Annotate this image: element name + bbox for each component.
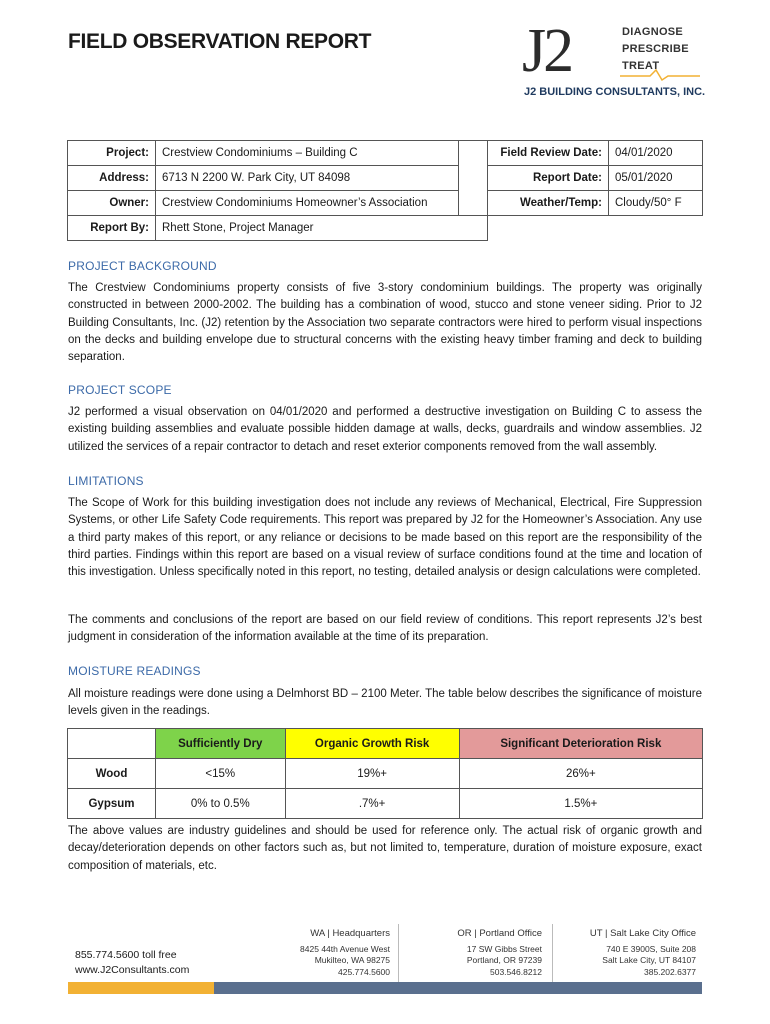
office-wa-street: 8425 44th Avenue West (300, 943, 390, 954)
office-ut-city: Salt Lake City, UT 84107 (602, 955, 696, 965)
moisture-cell: 1.5%+ (459, 789, 702, 819)
office-or-city: Portland, OR 97239 (466, 955, 542, 965)
office-ut-phone: 385.202.6377 (644, 966, 696, 977)
office-ut-heading: UT | Salt Lake City Office (589, 928, 696, 939)
moisture-cell: 26%+ (459, 759, 702, 789)
office-wa-city: Mukilteo, WA 98275 (314, 955, 390, 965)
moisture-cell: <15% (156, 759, 286, 789)
table-row (68, 789, 703, 819)
limitations-paragraph-1: The Scope of Work for this building investigation does not include any reviews of Mechanical, Electrical, Fire Suppression Systems, or other Life Safety Code requirements. This report was prepared by J2 for the Homeowner’s Association. Any use a third party makes of this report, or any reliance or decisions to be made based on this report are the responsibility of the third parties. Findings within this report are based on a visual review of surface conditions found at the time and location of this investigation. Unless specifically noted in this report, no testing, detailed analysis or design calculations were completed. (68, 497, 702, 579)
moisture-header-deterioration: Significant Deterioration Risk (459, 729, 702, 759)
moisture-row-label: Gypsum (68, 789, 156, 819)
footer-phone: 855.774.5600 toll free (75, 949, 177, 961)
field-review-date-label: Field Review Date: (488, 141, 609, 166)
moisture-row-label: Wood (68, 759, 156, 789)
moisture-note-paragraph: The above values are industry guidelines and should be used for reference only. The actual risk of organic growth and decay/deterioration depends on other factors such as, but not limited to, temperature, duration of moisture exposure, exact composition of materials, etc. (68, 825, 702, 872)
logo-tag-treat: TREAT (622, 60, 660, 72)
footer-contact (75, 948, 189, 978)
company-logo (520, 18, 710, 102)
moisture-header-dry: Sufficiently Dry (156, 729, 286, 759)
owner-label: Owner: (68, 191, 156, 216)
scope-paragraph: J2 performed a visual observation on 04/01/2020 and performed a destructive investigation on Building C to assess the existing building assemblies and evaluate possible hidden damage at walls, decks, guardrails and window assemblies. J2 utilized the services of a repair contractor to detach and reset exterior components removed from the wall assembly. (68, 406, 702, 453)
report-by-value: Rhett Stone, Project Manager (156, 216, 488, 241)
section-heading-limitations: LIMITATIONS (68, 474, 144, 488)
project-value: Crestview Condominiums – Building C (156, 141, 459, 166)
project-info-table (67, 140, 703, 241)
owner-value: Crestview Condominiums Homeowner’s Association (156, 191, 459, 216)
moisture-paragraph: All moisture readings were done using a Delmhorst BD – 2100 Meter. The table below describes the significance of moisture levels given in the readings. (68, 688, 702, 718)
office-or-street: 17 SW Gibbs Street (466, 943, 542, 954)
logo-tag-prescribe: PRESCRIBE (622, 43, 689, 55)
field-review-date-value: 04/01/2020 (609, 141, 703, 166)
moisture-cell: .7%+ (285, 789, 459, 819)
office-or-heading: OR | Portland Office (457, 928, 542, 939)
logo-tag-diagnose: DIAGNOSE (622, 26, 684, 38)
report-date-label: Report Date: (488, 166, 609, 191)
office-wa-phone: 425.774.5600 (338, 966, 390, 977)
weather-value: Cloudy/50° F (609, 191, 703, 216)
footer-website[interactable]: www.J2Consultants.com (75, 964, 190, 976)
logo-company-name: J2 BUILDING CONSULTANTS, INC. (524, 86, 706, 98)
office-wa (268, 928, 390, 978)
report-date-value: 05/01/2020 (609, 166, 703, 191)
background-paragraph: The Crestview Condominiums property consists of five 3-story condominium buildings. The property was originally constructed in between 2000-2002. The building has a combination of wood, stucco and stone veneer siding. Prior to J2 Building Consultants, Inc. (J2) retention by the Association two separate contractors were hired to perform visual inspections on the decks and building envelope due to structural concerns with the existing heavy timber framing and deck to building separation. (68, 282, 702, 364)
office-ut (566, 928, 696, 978)
section-heading-moisture: MOISTURE READINGS (68, 664, 201, 678)
report-title: FIELD OBSERVATION REPORT (68, 30, 372, 53)
moisture-table (67, 728, 703, 819)
office-or (412, 928, 542, 978)
logo-mark: J2 (522, 17, 572, 85)
table-row (68, 759, 703, 789)
office-or-phone: 503.546.8212 (490, 966, 542, 977)
footer-bar-yellow (68, 982, 214, 994)
report-by-label: Report By: (68, 216, 156, 241)
moisture-cell: 19%+ (285, 759, 459, 789)
project-label: Project: (68, 141, 156, 166)
address-value: 6713 N 2200 W. Park City, UT 84098 (156, 166, 459, 191)
office-ut-street: 740 E 3900S, Suite 208 (606, 943, 696, 954)
heartbeat-line-icon (620, 68, 700, 82)
section-heading-background: PROJECT BACKGROUND (68, 259, 217, 273)
weather-label: Weather/Temp: (488, 191, 609, 216)
moisture-header-organic: Organic Growth Risk (285, 729, 459, 759)
footer-bar-blue (214, 982, 702, 994)
office-wa-heading: WA | Headquarters (310, 928, 390, 939)
limitations-paragraph-2: The comments and conclusions of the report are based on our field review of conditions. This report represents J2’s best judgment in consideration of the information available at the time of its preparation. (68, 614, 702, 644)
section-heading-scope: PROJECT SCOPE (68, 383, 172, 397)
moisture-cell: 0% to 0.5% (156, 789, 286, 819)
address-label: Address: (68, 166, 156, 191)
